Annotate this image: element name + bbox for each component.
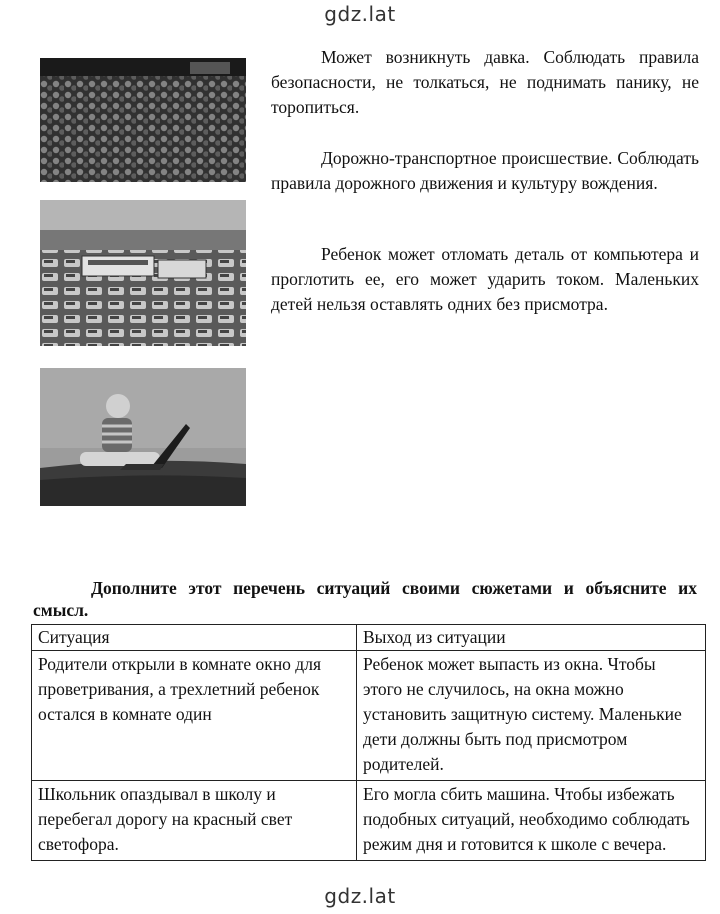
- cell-solution: Его могла сбить машина. Чтобы избежать подобных ситуаций, необходимо соблюдать режим дня и готовится к школе с вечера.: [357, 781, 706, 861]
- paragraph-traffic: Дорожно-транспортное происшествие. Соблюдать правила дорожного движения и культуру вождения.: [271, 148, 699, 193]
- crowd-photo: [40, 58, 246, 182]
- watermark-bottom: gdz.lat: [324, 884, 396, 908]
- traffic-jam-photo: [40, 200, 246, 346]
- header-situation: Ситуация: [32, 625, 357, 651]
- task-heading: Дополните этот перечень ситуаций своими сюжетами и объясните их смысл.: [33, 578, 697, 620]
- cell-situation: Школьник опаздывал в школу и перебегал дорогу на красный свет светофора.: [32, 781, 357, 861]
- table-header-row: [32, 625, 706, 651]
- header-solution: Выход из ситуации: [357, 625, 706, 651]
- paragraph-child: Ребенок может отломать деталь от компьютера и проглотить ее, его может ударить током. Маленьких детей нельзя оставлять одних без присмотра.: [271, 244, 699, 314]
- watermark-top: gdz.lat: [324, 2, 396, 26]
- paragraph-crowd: Может возникнуть давка. Соблюдать правила безопасности, не толкаться, не поднимать панику, не торопиться.: [271, 47, 699, 117]
- cell-solution: Ребенок может выпасть из окна. Чтобы этого не случилось, на окна можно установить защитную систему. Маленькие дети должны быть под присмотром родителей.: [357, 651, 706, 781]
- child-with-laptop-photo: [40, 368, 246, 506]
- cell-situation: Родители открыли в комнате окно для проветривания, а трехлетний ребенок остался в комнате один: [32, 651, 357, 781]
- table-row: [32, 651, 706, 781]
- situations-table: [31, 624, 706, 861]
- table-row: [32, 781, 706, 861]
